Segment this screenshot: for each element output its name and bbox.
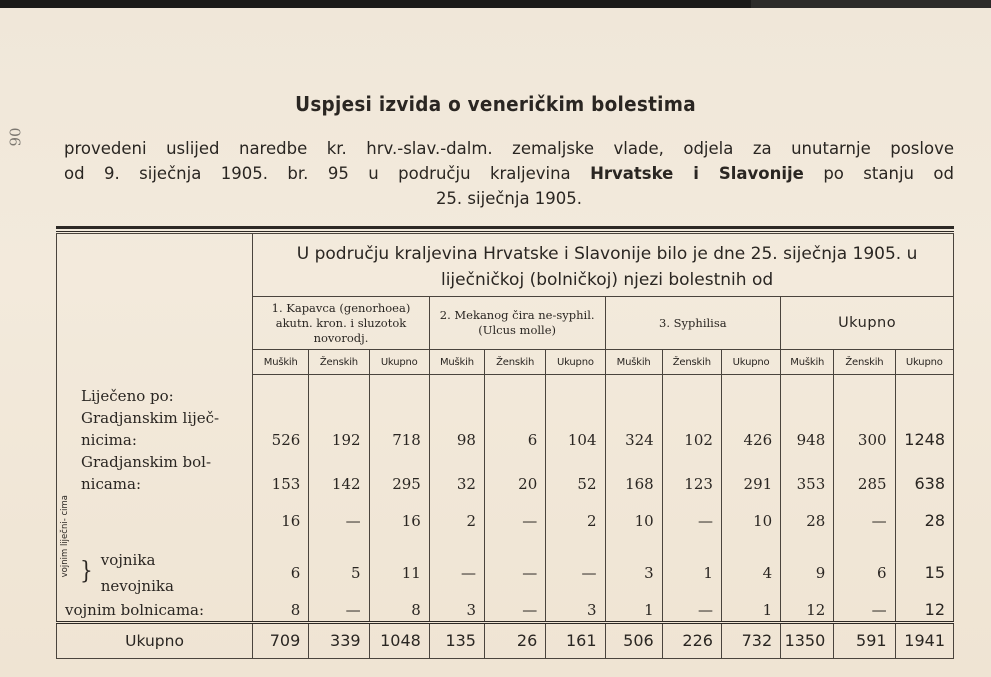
cell-value: 104 bbox=[546, 429, 605, 451]
rule-thin bbox=[56, 231, 954, 232]
table-row bbox=[57, 451, 954, 473]
top-bar-corner bbox=[751, 0, 991, 8]
cell-value: 16 bbox=[253, 495, 309, 547]
cell-value-total: 638 bbox=[895, 473, 953, 495]
cell-value: 98 bbox=[429, 429, 484, 451]
table-row bbox=[57, 375, 954, 407]
row-label-vojnim-bol: vojnim bolnicama: bbox=[57, 599, 253, 623]
cell-value: — bbox=[662, 495, 721, 547]
cell-value: 123 bbox=[662, 473, 721, 495]
subheader-female: Ženskih bbox=[309, 350, 369, 375]
subheader-female: Ženskih bbox=[834, 350, 895, 375]
row-label-military bbox=[57, 495, 253, 599]
subheader-total: Ukupno bbox=[369, 350, 429, 375]
row-label-nevojnika: nevojnika bbox=[100, 576, 174, 595]
cell-total: 591 bbox=[834, 622, 895, 658]
cell-total: 1350 bbox=[781, 622, 834, 658]
subheader-male: Muških bbox=[253, 350, 309, 375]
cell-total: 1048 bbox=[369, 622, 429, 658]
cell-value: 291 bbox=[721, 473, 780, 495]
cell-value: 28 bbox=[781, 495, 834, 547]
subheader-total: Ukupno bbox=[546, 350, 605, 375]
cell-total: 1941 bbox=[895, 622, 953, 658]
cell-value: — bbox=[429, 547, 484, 599]
table-row bbox=[57, 407, 954, 429]
cell-value: 2 bbox=[546, 495, 605, 547]
main-header: U području kraljevina Hrvatske i Slavonije bilo je dne 25. siječnja 1905. u liječničkoj (bolničkoj) njezi bolestnih od bbox=[253, 234, 954, 297]
cell-value-total: 15 bbox=[895, 547, 953, 599]
subtitle-line-1: provedeni uslijed naredbe kr. hrv.-slav.-dalm. zemaljske vlade, odjela za unutarnje poslove bbox=[64, 139, 954, 158]
cell-value: 9 bbox=[781, 547, 834, 599]
subtitle-line-2-end: po stanju od bbox=[823, 164, 954, 183]
cell-value: 3 bbox=[605, 547, 662, 599]
cell-value: 52 bbox=[546, 473, 605, 495]
cell-value: 20 bbox=[484, 473, 545, 495]
cell-value: 6 bbox=[834, 547, 895, 599]
cell-value: — bbox=[484, 495, 545, 547]
subheader-female: Ženskih bbox=[662, 350, 721, 375]
cell-value: 300 bbox=[834, 429, 895, 451]
table-row bbox=[57, 599, 954, 623]
subtitle-line-3: 25. siječnja 1905. bbox=[435, 189, 583, 208]
row-label-grad-bol-1: Gradjanskim bol- bbox=[57, 451, 253, 473]
cell-value: 718 bbox=[369, 429, 429, 451]
cell-total: 26 bbox=[484, 622, 545, 658]
cell-value: 32 bbox=[429, 473, 484, 495]
subheader-female: Ženskih bbox=[484, 350, 545, 375]
cell-value: 192 bbox=[309, 429, 369, 451]
cell-value: 5 bbox=[309, 547, 369, 599]
cell-value: 8 bbox=[253, 599, 309, 623]
cell-value: 4 bbox=[721, 547, 780, 599]
cell-value: 10 bbox=[605, 495, 662, 547]
subheader-total: Ukupno bbox=[721, 350, 780, 375]
subtitle-line-2 bbox=[64, 161, 954, 186]
brace-glyph: } bbox=[80, 555, 93, 585]
row-label-grad-lijec-2: nicima: bbox=[57, 429, 253, 451]
cell-value-total: 12 bbox=[895, 599, 953, 623]
statistics-table bbox=[56, 233, 954, 659]
cell-value-total: 1248 bbox=[895, 429, 953, 451]
cell-value: 153 bbox=[253, 473, 309, 495]
table-row bbox=[57, 473, 954, 495]
cell-value: — bbox=[309, 599, 369, 623]
cell-value: 102 bbox=[662, 429, 721, 451]
group-ulcus-molle: 2. Mekanog čira ne-syphil. (Ulcus molle) bbox=[429, 297, 605, 350]
cell-value: 285 bbox=[834, 473, 895, 495]
row-label-total: Ukupno bbox=[57, 622, 253, 658]
cell-value: — bbox=[309, 495, 369, 547]
cell-value: — bbox=[484, 599, 545, 623]
subtitle bbox=[64, 136, 954, 211]
row-label-grad-lijec-1: Gradjanskim liječ- bbox=[57, 407, 253, 429]
cell-value: 1 bbox=[721, 599, 780, 623]
cell-value: 16 bbox=[369, 495, 429, 547]
subheader-male: Muških bbox=[429, 350, 484, 375]
group-total: Ukupno bbox=[781, 297, 954, 350]
label-military-vertical: vojnim liječni- cima bbox=[60, 494, 70, 577]
rule-thick bbox=[56, 226, 954, 229]
cell-value: — bbox=[484, 547, 545, 599]
cell-total: 161 bbox=[546, 622, 605, 658]
cell-value: 8 bbox=[369, 599, 429, 623]
subtitle-line-2-start: od 9. siječnja 1905. br. 95 u području kraljevina bbox=[64, 164, 571, 183]
cell-total: 506 bbox=[605, 622, 662, 658]
cell-value: 3 bbox=[546, 599, 605, 623]
row-label-vojnika: vojnika bbox=[100, 550, 156, 569]
subheader-total: Ukupno bbox=[895, 350, 953, 375]
page-title: Uspjesi izvida o veneričkim bolestima bbox=[295, 92, 696, 116]
cell-value: 10 bbox=[721, 495, 780, 547]
cell-value: 526 bbox=[253, 429, 309, 451]
cell-value: 6 bbox=[253, 547, 309, 599]
cell-value: 1 bbox=[662, 547, 721, 599]
cell-value: — bbox=[834, 599, 895, 623]
cell-value: 1 bbox=[605, 599, 662, 623]
cell-value: 168 bbox=[605, 473, 662, 495]
cell-value: 948 bbox=[781, 429, 834, 451]
page-number: 90 bbox=[6, 127, 25, 147]
row-label-intro: Liječeno po: bbox=[57, 375, 253, 407]
table-row bbox=[57, 429, 954, 451]
cell-value: 6 bbox=[484, 429, 545, 451]
cell-total: 226 bbox=[662, 622, 721, 658]
cell-value: — bbox=[834, 495, 895, 547]
subtitle-line-2-bold: Hrvatske i Slavonije bbox=[590, 164, 804, 183]
table-row bbox=[57, 495, 954, 547]
cell-value: 12 bbox=[781, 599, 834, 623]
group-gonorrhea: 1. Kapavca (genorhoea) akutn. kron. i sluzotok novorodj. bbox=[253, 297, 430, 350]
cell-value: — bbox=[546, 547, 605, 599]
cell-value: 353 bbox=[781, 473, 834, 495]
cell-total: 732 bbox=[721, 622, 780, 658]
cell-value: 426 bbox=[721, 429, 780, 451]
cell-value: 142 bbox=[309, 473, 369, 495]
subheader-male: Muških bbox=[605, 350, 662, 375]
table-row-total bbox=[57, 622, 954, 658]
cell-total: 339 bbox=[309, 622, 369, 658]
cell-total: 135 bbox=[429, 622, 484, 658]
cell-value: 2 bbox=[429, 495, 484, 547]
row-label-grad-bol-2: nicama: bbox=[57, 473, 253, 495]
cell-value: 295 bbox=[369, 473, 429, 495]
cell-value: 324 bbox=[605, 429, 662, 451]
cell-value: 11 bbox=[369, 547, 429, 599]
cell-value-total: 28 bbox=[895, 495, 953, 547]
cell-value: 3 bbox=[429, 599, 484, 623]
cell-total: 709 bbox=[253, 622, 309, 658]
group-syphilis: 3. Syphilisa bbox=[605, 297, 781, 350]
label-header-cell bbox=[57, 234, 253, 375]
subheader-male: Muških bbox=[781, 350, 834, 375]
cell-value: — bbox=[662, 599, 721, 623]
